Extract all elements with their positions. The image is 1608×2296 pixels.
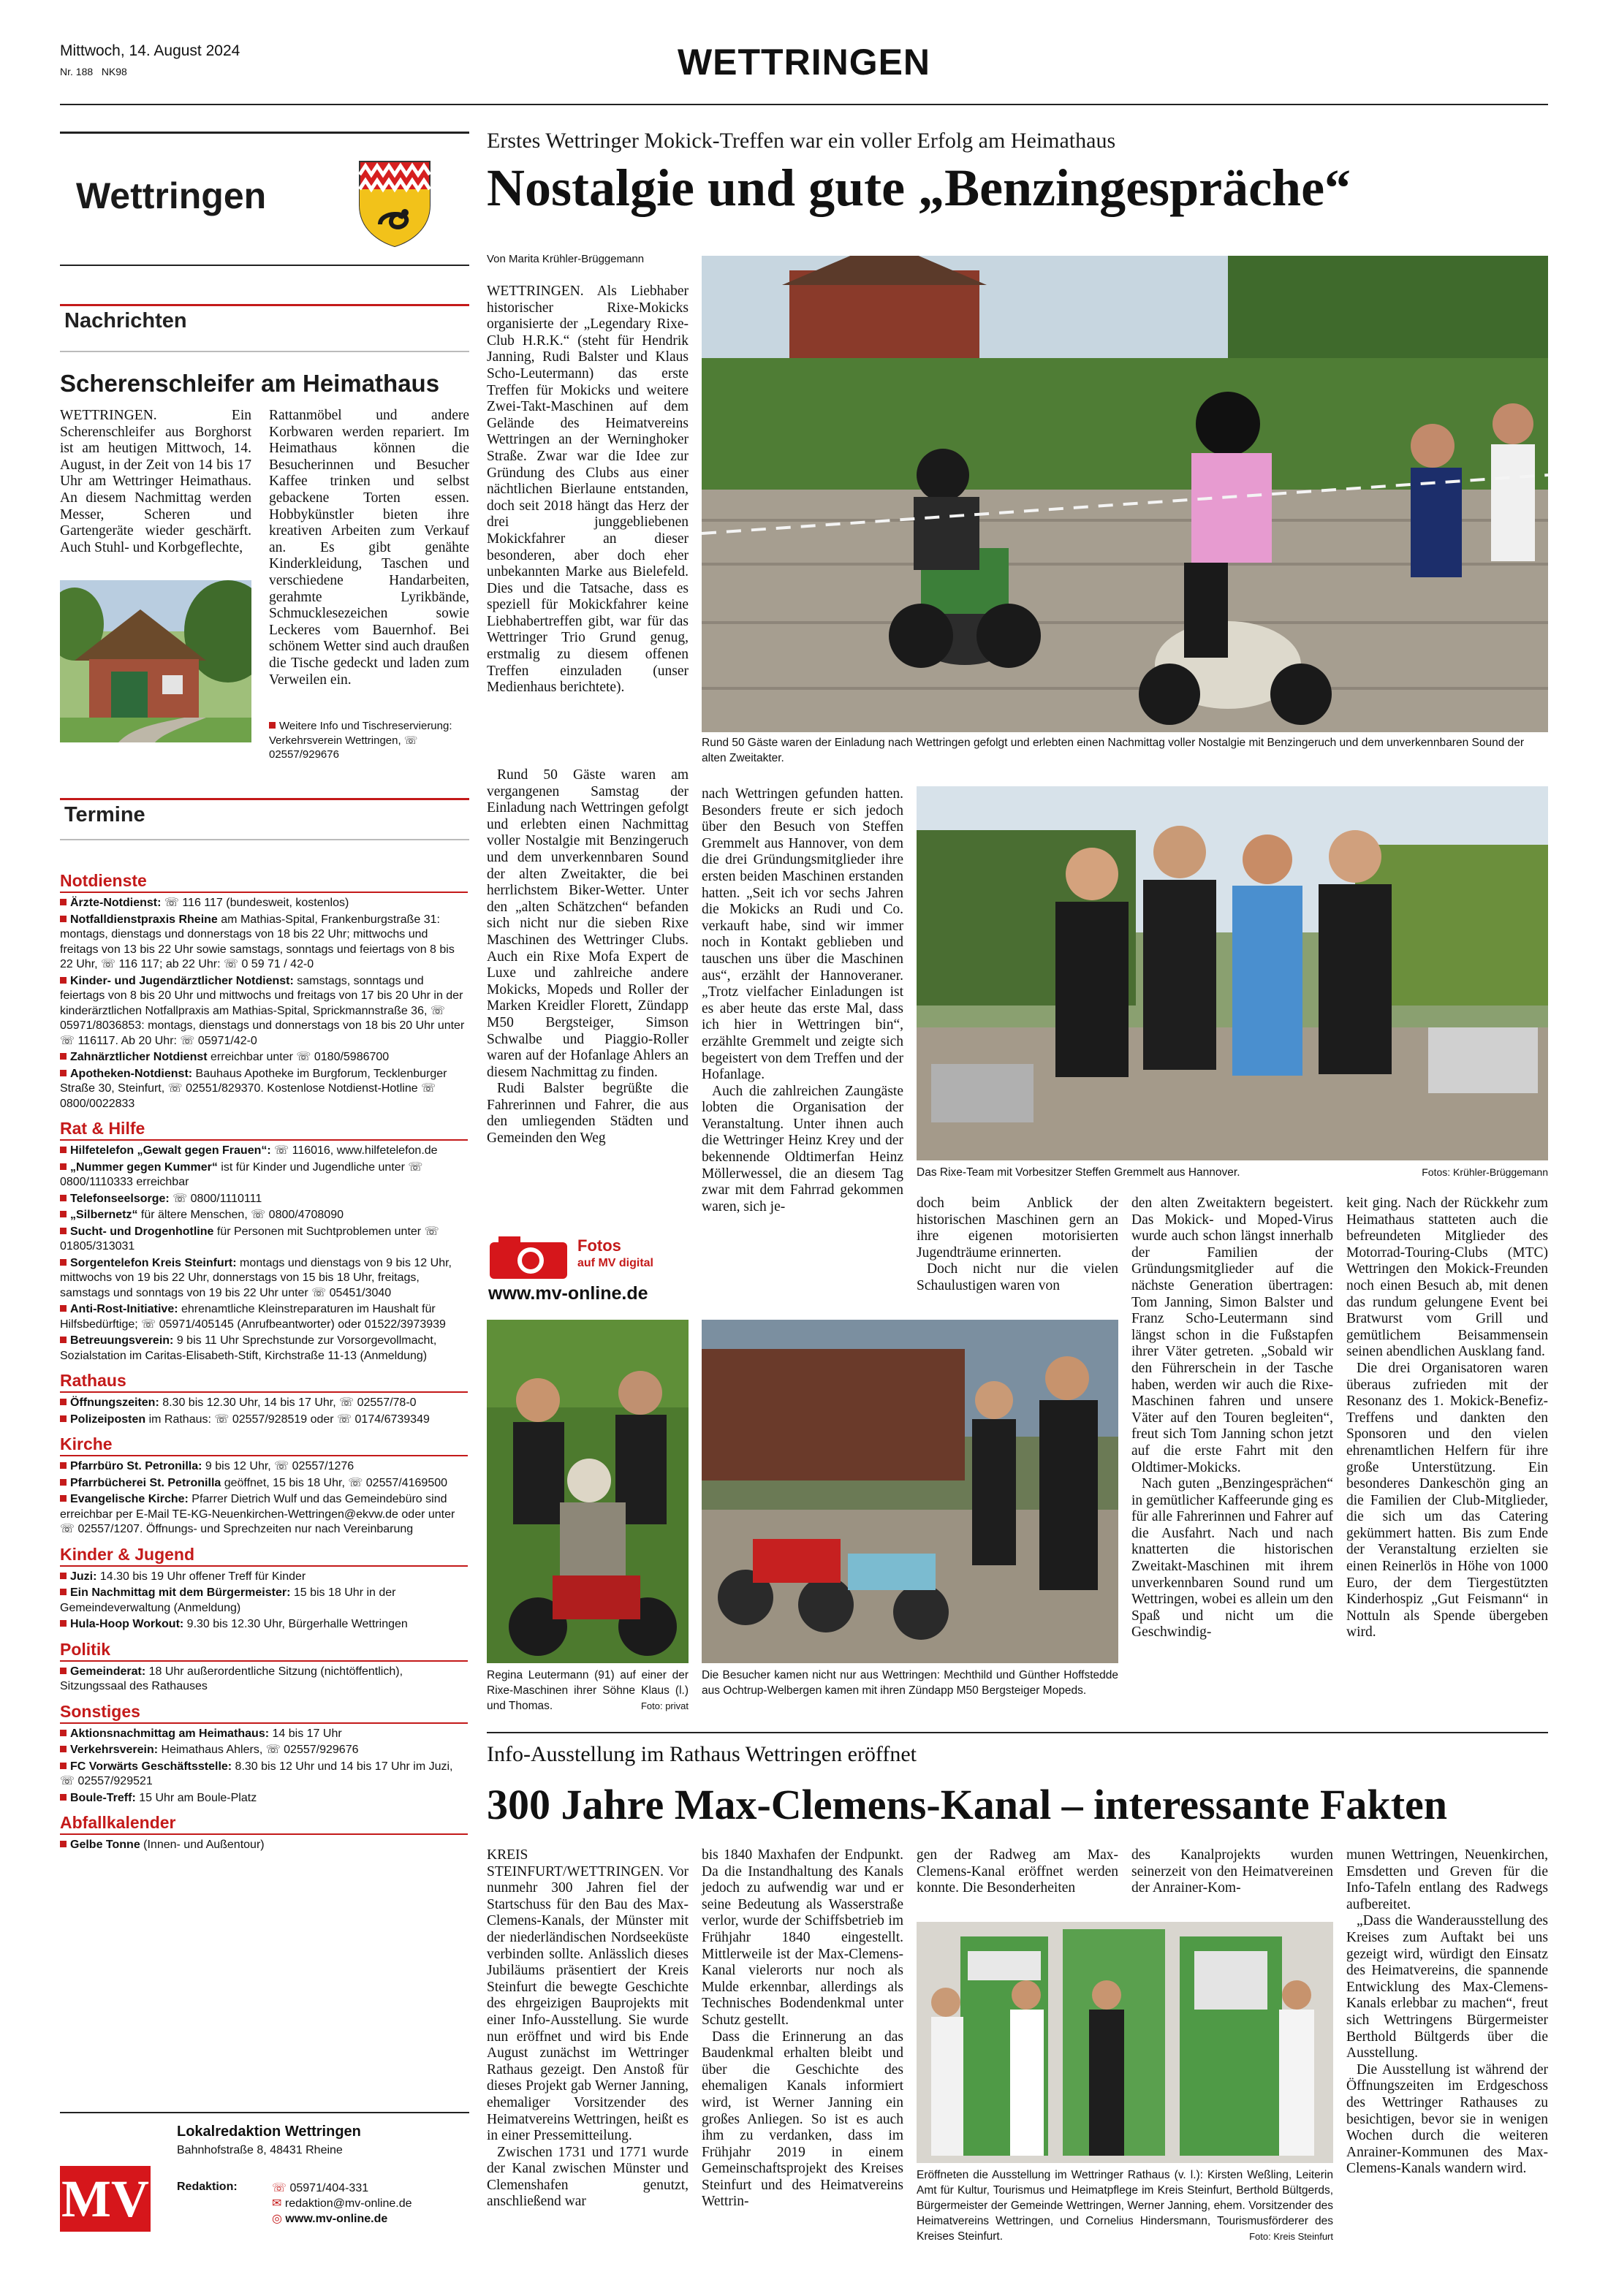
- termine-entry: [60, 896, 468, 911]
- bullet-icon: [60, 1573, 67, 1579]
- termine-entry-label: Betreuungsverein:: [70, 1334, 174, 1347]
- article2-paragraph-4: Dass die Erinnerung an das Baudenkmal erhalten bleibt und über die Geschichte des ehemaligen Kanals informiert wird, ist Werner Janning ein großes Anliegen. So ist es auch ihm zu verdanken, dass im Frühjahr 2019 in einem Gemeinschaftsprojekt des Kreises Steinfurt und des Heimatvereins Wettrin-: [702, 2029, 903, 2210]
- termine-category-title: Politik: [60, 1640, 468, 1662]
- nachrichten-header: [60, 304, 469, 333]
- bullet-icon: [60, 1053, 67, 1060]
- camera-icon: [488, 1235, 569, 1280]
- mail-icon: ✉: [272, 2197, 282, 2210]
- termine-entry-label: Boule-Treff:: [70, 1791, 136, 1804]
- termine-entry: [60, 1492, 468, 1537]
- masthead-date: Mittwoch, 14. August 2024: [60, 42, 240, 59]
- termine-entry: [60, 1144, 468, 1159]
- termine-entry-label: Notfalldienstpraxis Rheine: [70, 913, 218, 926]
- termine-entry-text: 14.30 bis 19 Uhr offener Treff für Kinder: [96, 1570, 306, 1583]
- caption-regina: Regina Leutermann (91) auf einer der Rixe-Maschinen ihrer Söhne Klaus (l.) und Thomas.: [487, 1669, 689, 1712]
- article1-paragraph-3: Rudi Balster begrüßte die Fahrerinnen und Fahrer, die aus den umliegenden Städten und Gemeinden den Weg: [487, 1081, 689, 1147]
- article2-col2: [702, 1847, 903, 2211]
- mv-logo: [60, 2166, 151, 2232]
- article2-col1: [487, 1847, 689, 2211]
- termine-entry-label: Hula-Hoop Workout:: [70, 1618, 184, 1630]
- team-photo: [917, 786, 1548, 1160]
- termine-entry: [60, 1791, 468, 1806]
- article2-kicker: Info-Ausstellung im Rathaus Wettringen eröffnet: [487, 1742, 917, 1766]
- bullet-icon: [60, 1195, 67, 1201]
- footer-web-link[interactable]: www.mv-online.de: [285, 2213, 388, 2225]
- bullet-icon: [60, 1147, 67, 1153]
- termine-entry-label: Öffnungszeiten:: [70, 1396, 159, 1409]
- article1-kicker: Erstes Wettringer Mokick-Treffen war ein voller Erfolg am Heimathaus: [487, 129, 1116, 153]
- termine-entry: [60, 1459, 468, 1475]
- termine-entry: [60, 1665, 468, 1695]
- phone-icon: ☏: [272, 2182, 287, 2194]
- article1-byline: Von Marita Krühler-Brüggemann: [487, 253, 645, 265]
- article2-col4: [1131, 1847, 1333, 1897]
- termine-entry-label: Aktionsnachmittag am Heimathaus:: [70, 1727, 270, 1740]
- termine-entry: [60, 1396, 468, 1411]
- termine-entry-text: ☏ 116 117 (bundesweit, kostenlos): [161, 897, 349, 909]
- termine-entry: [60, 1413, 468, 1428]
- termine-entry-text: Heimathaus Ahlers, ☏ 02557/929676: [158, 1744, 359, 1756]
- termine-entry-text: 8.30 bis 12 Uhr und 14 bis 17 Uhr im Juzi, ☏ 02557/929521: [60, 1760, 453, 1787]
- article1-paragraph-4: nach Wettringen gefunden hatten. Besonders freute er sich jedoch über den Besuch von Steffen Gremmelt aus Hannover, von dem die drei Gründungsmitglieder ihre ersten beiden Maschinen erstanden hatten. „Seit ich vor sechs Jahren die Mokicks an Rudi und Co. verkauft habe, sind wir immer noch in Kontakt geblieben und tauschen uns über die Maschinen aus“, erzählt der Hannoveraner. „Trotz vielfacher Einladungen ist es aber heute das erste Mal, dass ich hier in Wettringen bin“, erzählte Gremmelt und zeigte sich begeistert von dem Treffen und der Hofanlage.: [702, 786, 903, 1083]
- article1-paragraph-10: keit ging. Nach der Rückkehr zum Heimathaus statteten auch die befreundeten Mitglieder des Motorrad-Touring-Clubs (MTC) Wettringen den Mokick-Freunden noch einen Besuch ab, mit denen das rundum gelungene Event bei Bratwurst vom Grill und gemütlichem Beisammensein seinen abendlichen Ausklang fand.: [1346, 1195, 1548, 1360]
- article1-paragraph-6: doch beim Anblick der historischen Maschinen gern an ihre eigenen motorisierten Jugendträume erinnerten.: [917, 1195, 1118, 1261]
- article2-rule: [487, 1732, 1548, 1733]
- termine-entry: [60, 1050, 468, 1065]
- bullet-icon: [60, 1620, 67, 1627]
- termine-entry-text: 8.30 bis 12.30 Uhr, 14 bis 17 Uhr, ☏ 02557/78-0: [159, 1396, 417, 1409]
- bullet-icon: [60, 1415, 67, 1422]
- termine-entry-label: Pfarrbüro St. Petronilla:: [70, 1460, 202, 1472]
- sidebar: [60, 132, 469, 2251]
- termine-label: Termine: [64, 803, 145, 826]
- bullet-icon: [60, 1070, 67, 1076]
- bullet-icon: [60, 1305, 67, 1312]
- bullet-icon: [60, 1163, 67, 1170]
- section-title: WETTRINGEN: [677, 42, 931, 83]
- article1-paragraph-5: Auch die zahlreichen Zaungäste lobten die Organisation der Veranstaltung. Unter ihnen auch die Wettringer Heinz Krey und der bekennende Oldtimerfan Heinz Möllerwessel, die an diesem Tag zwar mit dem Fahrrad gekommen waren, sich je-: [702, 1083, 903, 1214]
- coat-of-arms-icon: [358, 160, 431, 248]
- bullet-icon: [60, 1668, 67, 1674]
- termine-category-title: Rathaus: [60, 1371, 468, 1393]
- article1-col1-top: [487, 284, 689, 696]
- termine-entry: [60, 1838, 468, 1853]
- termine-list: [60, 864, 468, 1855]
- article1-headline: Nostalgie und gute „Benzingespräche“: [487, 159, 1351, 217]
- caption-team-photo: Das Rixe-Team mit Vorbesitzer Steffen Gremmelt aus Hannover.: [917, 1166, 1240, 1179]
- termine-entry-text: geöffnet, 15 bis 18 Uhr, ☏ 02557/4169500: [221, 1476, 448, 1489]
- town-header: [60, 132, 469, 266]
- termine-entry-text: für ältere Menschen, ☏ 0800/4708090: [137, 1209, 344, 1221]
- article2-paragraph-7: munen Wettringen, Neuenkirchen, Emsdetten und Greven für die Info-Tafeln entlang des Radwegs aufbereitet.: [1346, 1847, 1548, 1912]
- termine-category-title: Kirche: [60, 1434, 468, 1456]
- termine-entry-text: am Mathias-Spital, Frankenburgstraße 31: montags, dienstags und donnerstags von 18 bis 22 Uhr; mittwochs und freitags von 13 bis 22 Uhr sowie samstags, sonntags und feiertags von 8 bis 22 Uhr, ☏ 116 117; ab 22 Uhr: ☏ 0 59 71 / 42-0: [60, 913, 455, 970]
- news-col2: Rattanmöbel und andere Korbwaren werden repariert. Im Heimathaus können die Besucherinnen und Besucher Kaffee trinken und selbst gebackene Torten essen. Hobbykünstler bieten ihre kreativen Arbeiten zum Verkauf an. Es gibt genähte Kinderkleidung, Taschen und verschiedene Handarbeiten, gerahmte Lyrikbände, Schmucklesezeichen sowie Leckeres vom Bauernhof. Bei schönem Wetter sind auch draußen die Tische gedeckt und laden zum Verweilen ein.: [269, 408, 469, 688]
- credit-team-photo: Fotos: Krühler-Brüggemann: [1422, 1166, 1548, 1178]
- termine-entry: [60, 1160, 468, 1190]
- promo-fotos: Fotos: [577, 1236, 621, 1255]
- termine-entry-label: Kinder- und Jugendärztlicher Notdienst:: [70, 974, 294, 987]
- termine-category-title: Rat & Hilfe: [60, 1119, 468, 1141]
- termine-entry-text: für Personen mit Suchtproblemen unter ☏ 01805/313031: [60, 1225, 439, 1252]
- promo-url[interactable]: www.mv-online.de: [488, 1283, 648, 1304]
- termine-entry-text: ☏ 0800/1110111: [169, 1192, 262, 1205]
- regina-photo: [487, 1320, 689, 1663]
- news-title: Scherenschleifer am Heimathaus: [60, 370, 440, 397]
- article1-col1-bottom: [487, 767, 689, 1147]
- termine-entry-text: 9 bis 11 Uhr Sprechstunde zur Vorsorgevollmacht, Sozialstation im Caritas-Elisabeth-Stift, Kirchstraße 11-13 (Anmeldung): [60, 1334, 437, 1362]
- town-title: Wettringen: [76, 175, 267, 216]
- article2-col5: [1346, 1847, 1548, 2178]
- footer-contacts: [272, 2181, 412, 2227]
- article1-col5: [1346, 1195, 1548, 1641]
- termine-entry-label: Verkehrsverein:: [70, 1744, 159, 1756]
- termine-entry-text: im Rathaus: ☏ 02557/928519 oder ☏ 0174/6739349: [145, 1413, 430, 1426]
- termine-entry-label: Polizeiposten: [70, 1413, 146, 1426]
- bullet-icon: [60, 977, 67, 984]
- termine-entry-label: Gemeinderat:: [70, 1665, 146, 1678]
- bullet-icon: [60, 1589, 67, 1595]
- article1-col4: [1131, 1195, 1333, 1641]
- article1-paragraph-9: Nach guten „Benzingesprächen“ in gemütlicher Kaffeerunde ging es für alle Fahrerinnen und Fahrer auf die Ausfahrt. Nach und nach knatterten die historischen Zweitakt-Maschinen mit ihrem unverkennbaren Sound rund um Wettringen, wobei es allein um den Spaß und nicht um die Geschwindig-: [1131, 1476, 1333, 1641]
- article1-paragraph-11: Die drei Organisatoren waren überaus zufrieden mit der Resonanz des 1. Mokick-Benefiz-Treffens und dankten den Sponsoren und den vielen ehrenamtlichen Helfern für ihre große Unterstützung. Ein besonderes Dankeschön ging an die Familien der Club-Mitglieder, die sich um das Catering gekümmert hatten. Bis zum Ende der Veranstaltung erzielten sie einen Reinerlös in Höhe von 1000 Euro, der dem Tiergestützten Kinderhospiz „Gut Feismann“ in Nottuln als Spende übergeben wird.: [1346, 1360, 1548, 1641]
- termine-header: [60, 798, 469, 827]
- bullet-icon: [60, 916, 67, 922]
- termine-entry-label: „Nummer gegen Kummer“: [70, 1160, 218, 1174]
- credit-exhibition: Foto: Kreis Steinfurt: [1249, 2231, 1333, 2242]
- masthead: [60, 41, 1548, 105]
- bullet-icon: [60, 1746, 67, 1752]
- credit-regina: Foto: privat: [640, 1700, 689, 1711]
- termine-entry: [60, 1743, 468, 1758]
- article2-col3: [917, 1847, 1118, 1897]
- nachrichten-rule: [60, 351, 469, 352]
- caption-main-photo: Rund 50 Gäste waren der Einladung nach Wettringen gefolgt und erlebten einen Nachmittag voller Nostalgie mit Benzingeruch und dem unverkennbaren Sound der alten Zweitakter.: [702, 737, 1525, 764]
- termine-entry-label: Ärzte-Notdienst:: [70, 897, 162, 909]
- article2-paragraph-1: KREIS STEINFURT/WETTRINGEN. Vor nunmehr 300 Jahren fiel der Startschuss für den Bau des Max-Clemens-Kanals, der Münster mit der niederländischen Nordseeküste verbinden sollte. Anlässlich dieses Jubiläums präsentiert der Kreis Steinfurt die bewegte Geschichte des ehrgeizigen Bauprojekts mit einer Info-Ausstellung. Sie wurde nun eröffnet und wird bis Ende August zunächst im Wettringer Rathaus gezeigt. Den Anstoß für dieses Projekt gab Werner Janning, ehemaliger Vorsitzender des Heimatvereins Wettringen, heißt es in einer Pressemitteilung.: [487, 1847, 689, 2144]
- article2-paragraph-9: Die Ausstellung ist während der Öffnungszeiten im Erdgeschoss des Wettringer Rathauses zu besichtigen, bevor sie in wenigen Wochen durch die weiteren Anrainer-Kommunen des Max-Clemens-Kanals wandern wird.: [1346, 2061, 1548, 2177]
- termine-entry-label: Sucht- und Drogenhotline: [70, 1225, 214, 1238]
- termine-rule: [60, 839, 469, 840]
- bullet-icon: [60, 1794, 67, 1801]
- bullet-icon: [60, 1462, 67, 1469]
- termine-entry-label: Hilfetelefon „Gewalt gegen Frauen“:: [70, 1144, 271, 1157]
- termine-entry: [60, 913, 468, 973]
- termine-entry: [60, 1476, 468, 1491]
- issue-code: NK98: [101, 66, 127, 77]
- termine-entry-label: Gelbe Tonne: [70, 1839, 140, 1851]
- termine-entry: [60, 1760, 468, 1790]
- termine-entry-text: 14 bis 17 Uhr: [269, 1727, 342, 1740]
- bullet-icon: [60, 1730, 67, 1736]
- termine-entry-text: Bauhaus Apotheke im Burgforum, Tecklenburger Straße 30, Steinfurt, ☏ 02551/829370. Kostenlose Notdienst-Hotline ☏ 0800/0022833: [60, 1067, 447, 1110]
- article1-paragraph-8: den alten Zweitaktern begeistert. Das Mokick- und Moped-Virus wurde auch schon längst innerhalb der Familien der Gründungsmitglieder auf die nächste Generation übertragen: Tom Janning, Simon Balster und Franz Scho-Leutermann sind längst schon in die Fußstapfen ihrer Väter getreten. „Sobald wir den Führerschein in der Tasche haben, werden wir auch die Rixe-Maschinen fahren und unsere Väter auf den Touren begleiten“, freut sich Tom Janning schon jetzt auf die erste Fahrt mit den Oldtimer-Mokicks.: [1131, 1195, 1333, 1475]
- termine-entry-text: samstags, sonntags und feiertags von 8 bis 20 Uhr und mittwochs und freitags von 17 bis 20 Uhr in der kinderärztlichen Notfallpraxis am Mathias-Spital, Sprickmannstraße 36, ☏ 05971/8036853: montags, dienstags und donnerstags von 18 bis 20 Uhr unter ☏ 116117. Ab 20 Uhr: ☏ 05971/42-0: [60, 974, 465, 1047]
- article1-col2: [702, 786, 903, 1215]
- termine-entry: [60, 1256, 468, 1301]
- bullet-icon: [60, 1211, 67, 1217]
- article2-paragraph-2: Zwischen 1731 und 1771 wurde der Kanal zwischen Münster und Clemenshafen genutzt, anschließend war: [487, 2144, 689, 2210]
- sidebar-footer: [60, 2112, 469, 2251]
- termine-entry-label: „Silbernetz“: [70, 1209, 138, 1221]
- termine-entry-text: 18 Uhr außerordentliche Sitzung (nichtöffentlich), Sitzungssaal des Rathauses: [60, 1665, 403, 1692]
- termine-entry-text: ☏ 116016, www.hilfetelefon.de: [270, 1144, 438, 1157]
- termine-category-title: Sonstiges: [60, 1702, 468, 1724]
- footer-phone: 05971/404-331: [289, 2182, 369, 2194]
- termine-entry-text: 9 bis 12 Uhr, ☏ 02557/1276: [202, 1460, 354, 1472]
- termine-entry: [60, 974, 468, 1049]
- article1-paragraph-1: WETTRINGEN. Als Liebhaber historischer Rixe-Mokicks organisierte der „Legendary Rixe-Club H.R.K.“ (steht für Hendrik Janning, Rudi Balster und Klaus Scho-Leutermann) das erste Treffen für Mokicks und weitere Zwei-Takt-Maschinen auf dem Gelände des Heimatvereins Wettringen an der Werninghoker Straße. Zwar war die Idee zur Gründung des Clubs aus einer nächtlichen Bierlaune entstanden, doch seit 2018 hängt das Herz der drei junggebliebenen Mokickfahrer an dieser besonderen, aber doch eher unbekannten Marke aus Bielefeld. Dies und die Tatsache, dass es speziell für Mokickfahrer keine Liebhabertreffen gibt, war für das Wettringer Trio Grund genug, erstmalig zu diesem offenen Treffen einzuladen (unser Medienhaus berichtete).: [487, 284, 689, 696]
- caption-exhibition: Eröffneten die Ausstellung im Wettringer Rathaus (v. l.): Kirsten Weßling, Leiterin Amt für Kultur, Tourismus und Heimatpflege im Kreis Steinfurt, Berthold Bültgerds, Bürgermeister der Gemeinde Wettringen, Werner Janning, ehem. Vorsitzender des Heimatvereins Wettringen, und Cornelius Hindersmann, Tourismusförderer des Kreises Steinfurt.: [917, 2169, 1333, 2243]
- termine-entry: [60, 1225, 468, 1255]
- article1-paragraph-2: Rund 50 Gäste waren am vergangenen Samstag der Einladung nach Wettringen gefolgt und erlebten einen Nachmittag voller Nostalgie mit Benzingeruch und dem unverkennbaren Sound der alten Zweitakter, die bei herrlichstem Biker-Wetter. Unter den „alten Schätzchen“ befanden sich nicht nur die sieben Rixe Maschinen des Wettringer Clubs. Auch ein Rixe Mofa Expert de Luxe und zahlreiche andere Mokicks, Mopeds und Roller der Marken Kreidler Florett, Zündapp M50 Bergsteiger, Simson Schwalbe und Piaggio-Roller waren auf der Hofanlage Ahlers an diesem Nachmittag zu finden.: [487, 767, 689, 1080]
- termine-entry-text: montags und dienstags von 9 bis 12 Uhr, mittwochs von 19 bis 22 Uhr, donnerstags von 15 bis 18 Uhr, freitags, samstags und sonntags von 19 bis 22 Uhr unter ☏ 05451/3040: [60, 1256, 452, 1299]
- bullet-icon: [60, 899, 67, 905]
- termine-entry-label: Ein Nachmittag mit dem Bürgermeister:: [70, 1586, 291, 1599]
- main-photo-mokicks: [702, 256, 1548, 732]
- footer-label: Redaktion:: [177, 2181, 238, 2193]
- termine-category-title: Notdienste: [60, 871, 468, 893]
- news-col1: WETTRINGEN. Ein Scherenschleifer aus Borghorst ist am heutigen Mittwoch, 14. August, in der Zeit von 14 bis 17 Uhr am Wettringer Heimathaus. An diesem Nachmittag werden Messer, Scheren und Gartengeräte wieder geschärft. Auch Stuhl- und Korbgeflechte,: [60, 408, 251, 555]
- article2-headline: 300 Jahre Max-Clemens-Kanal – interessante Fakten: [487, 1781, 1448, 1828]
- bullet-icon: [60, 1337, 67, 1343]
- termine-entry-text: ist für Kinder und Jugendliche unter ☏ 0800/1110333 erreichbar: [60, 1160, 423, 1188]
- web-icon: ◎: [272, 2213, 282, 2225]
- termine-entry-label: Sorgentelefon Kreis Steinfurt:: [70, 1256, 237, 1269]
- termine-entry-label: Pfarrbücherei St. Petronilla: [70, 1476, 221, 1489]
- besucher-photo: [702, 1320, 1118, 1663]
- bullet-icon: [60, 1841, 67, 1847]
- bullet-icon: [60, 1763, 67, 1769]
- termine-category-title: Kinder & Jugend: [60, 1545, 468, 1567]
- nachrichten-label: Nachrichten: [64, 309, 187, 332]
- termine-entry: [60, 1727, 468, 1742]
- exhibition-photo: [917, 1922, 1333, 2163]
- bullet-icon: [60, 1495, 67, 1502]
- bullet-icon: [60, 1259, 67, 1266]
- article2-paragraph-5: gen der Radweg am Max-Clemens-Kanal eröffnet werden konnte. Die Besonderheiten: [917, 1847, 1118, 1896]
- termine-entry-text: erreichbar unter ☏ 0180/5986700: [207, 1051, 390, 1063]
- termine-entry-label: Zahnärztlicher Notdienst: [70, 1051, 208, 1063]
- bullet-icon: [269, 722, 276, 729]
- termine-entry: [60, 1586, 468, 1616]
- termine-entry-text: (Innen- und Außentour): [140, 1839, 265, 1851]
- termine-entry: [60, 1334, 468, 1364]
- news-info-text: Weitere Info und Tischreservierung: Verkehrsverein Wettringen, ☏ 02557/929676: [269, 720, 452, 761]
- article1-paragraph-7: Doch nicht nur die vielen Schaulustigen waren von: [917, 1261, 1118, 1293]
- mv-logo-text: MV: [61, 2170, 149, 2228]
- article2-paragraph-8: „Dass die Wanderausstellung des Kreises zum Auftakt bei uns gezeigt wird, würdigt den Einsatz des Heimatvereins, die spannende Entwicklung des Max-Clemens-Kanals erlebbar zu machen“, freut sich Wettringens Bürgermeister Berthold Bültgerds über die Ausstellung.: [1346, 1913, 1548, 2061]
- mv-digital-promo[interactable]: [487, 1229, 689, 1302]
- termine-entry: [60, 1570, 468, 1585]
- termine-category-title: Abfallkalender: [60, 1813, 468, 1835]
- termine-entry-label: Anti-Rost-Initiative:: [70, 1303, 178, 1315]
- article2-paragraph-6: des Kanalprojekts wurden seinerzeit von den Heimatvereinen der Anrainer-Kom-: [1131, 1847, 1333, 1896]
- termine-entry: [60, 1067, 468, 1112]
- termine-entry-text: ehrenamtliche Kleinstreparaturen im Haushalt für Hilfsbedürftige; ☏ 05971/405145 (Anrufbeantworter) oder 01522/3973939: [60, 1303, 446, 1331]
- termine-entry: [60, 1208, 468, 1223]
- footer-address: Bahnhofstraße 8, 48431 Rheine: [177, 2144, 343, 2156]
- news-info: [269, 719, 469, 762]
- termine-entry-label: Evangelische Kirche:: [70, 1493, 189, 1505]
- termine-entry: [60, 1192, 468, 1207]
- article1-col3: [917, 1195, 1118, 1295]
- termine-entry-label: FC Vorwärts Geschäftsstelle:: [70, 1760, 232, 1773]
- termine-entry-label: Juzi:: [70, 1570, 97, 1583]
- heimathaus-photo: [60, 580, 251, 742]
- article2-paragraph-3: bis 1840 Maxhafen der Endpunkt. Da die Instandhaltung des Kanals jedoch zu aufwendig war und er seine Bedeutung als Wasserstraße verlor, wurde der Schiffsbetrieb im Frühjahr 1840 eingestellt. Mittlerweile ist der Max-Clemens-Kanal vielerorts nur noch als Mulde erkennbar, allerdings als Technisches Bodendenkmal unter Schutz gestellt.: [702, 1847, 903, 2028]
- bullet-icon: [60, 1479, 67, 1486]
- promo-auf: auf MV digital: [577, 1257, 653, 1269]
- footer-email-link[interactable]: redaktion@mv-online.de: [284, 2197, 412, 2210]
- termine-entry: [60, 1302, 468, 1332]
- termine-entry-text: 15 bis 18 Uhr in der Gemeindeverwaltung (Anmeldung): [60, 1586, 396, 1614]
- bullet-icon: [60, 1228, 67, 1234]
- footer-title: Lokalredaktion Wettringen: [177, 2124, 361, 2140]
- termine-entry: [60, 1617, 468, 1632]
- termine-entry-label: Apotheken-Notdienst:: [70, 1067, 193, 1080]
- termine-entry-text: Pfarrer Dietrich Wulf und das Gemeindebüro sind erreichbar per E-Mail TE-KG-Neuenkirchen-Wettringen@ekvw.de oder unter ☏ 02557/1207. Öffnungs- und Sprechzeiten nur nach Vereinbarung: [60, 1493, 455, 1535]
- termine-entry-text: 9.30 bis 12.30 Uhr, Bürgerhalle Wettringen: [183, 1618, 408, 1630]
- issue-number: Nr. 188: [60, 66, 94, 77]
- bullet-icon: [60, 1399, 67, 1405]
- termine-entry-text: 15 Uhr am Boule-Platz: [135, 1791, 257, 1804]
- termine-entry-label: Telefonseelsorge:: [70, 1192, 170, 1205]
- caption-besucher: Die Besucher kamen nicht nur aus Wettringen: Mechthild und Günther Hoffstedde aus Ochtrup-Welbergen kamen mit ihren Zündapp M50 Bergsteiger Mopeds.: [702, 1669, 1118, 1697]
